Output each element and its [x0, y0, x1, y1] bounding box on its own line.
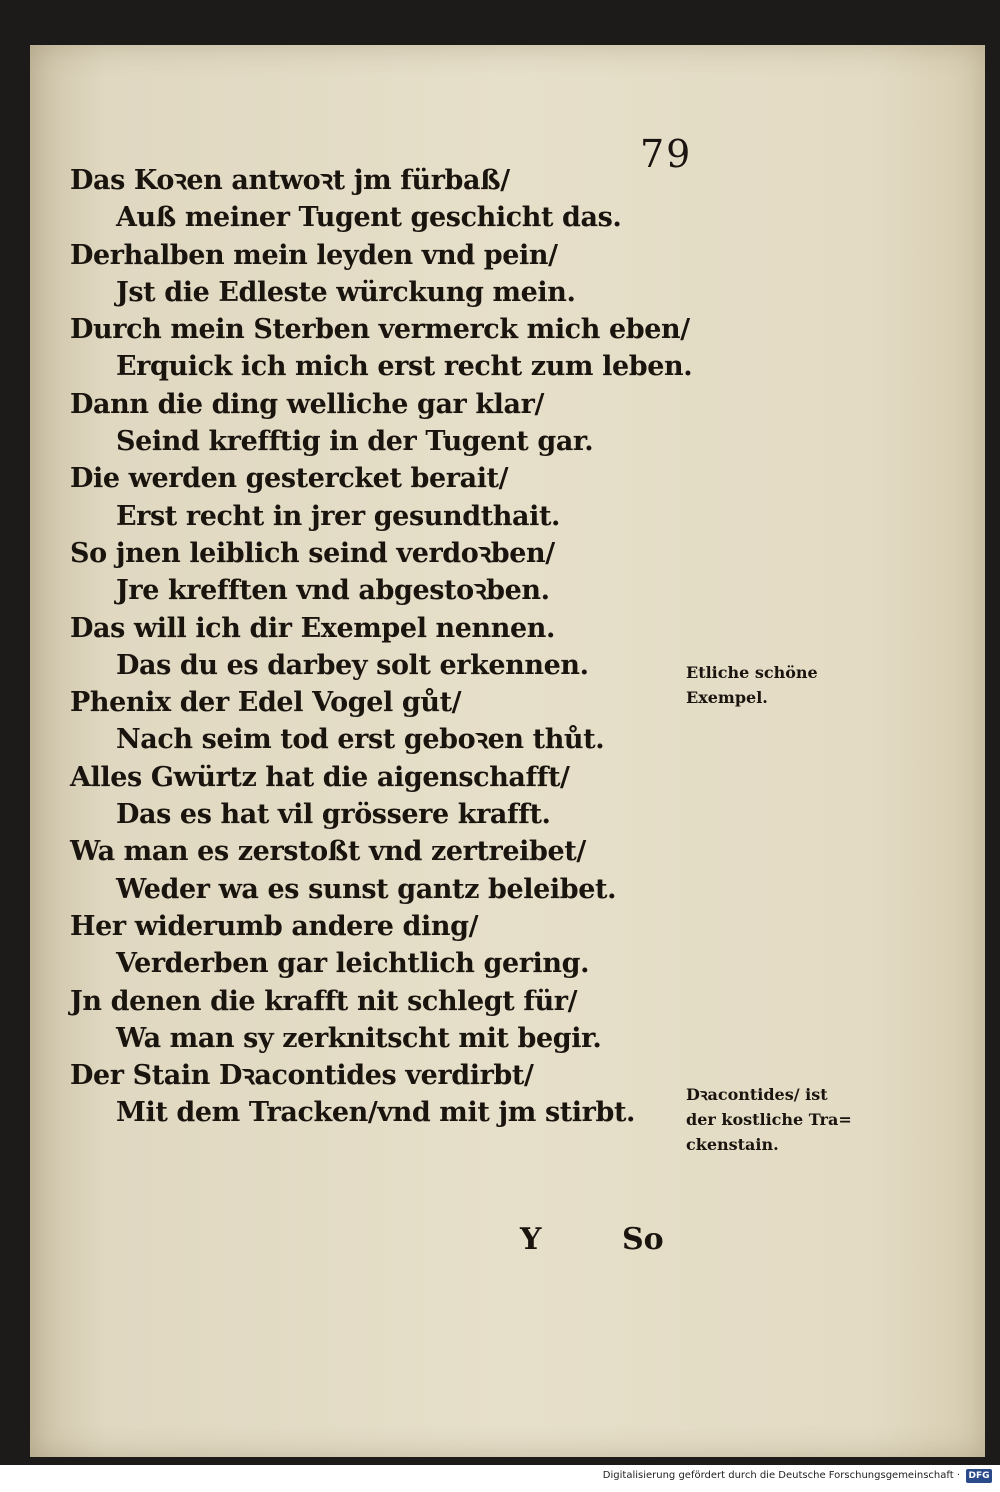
verse-line: Dann die ding welliche gar klar/: [70, 388, 544, 420]
marginal-note-examples: [686, 660, 818, 710]
verse-line: Erst recht in jrer gesundthait.: [116, 500, 561, 532]
verse-line: Das will ich dir Exempel nennen.: [70, 612, 556, 644]
verse-line: So jnen leiblich seind verdoꝛben/: [70, 537, 555, 569]
verse-line: Alles Gwürtz hat die aigenschafft/: [70, 761, 570, 793]
marginal-note-line: Exempel.: [686, 688, 768, 707]
page-number: 79: [640, 132, 693, 176]
marginal-note-line: ckenstain.: [686, 1135, 779, 1154]
verse-line: Nach seim tod erst geboꝛen thůt.: [116, 724, 605, 756]
verse-line: Seind krefftig in der Tugent gar.: [116, 426, 594, 458]
verse-line: Das du es darbey solt erkennen.: [116, 649, 589, 681]
dfg-logo-icon: DFG: [966, 1469, 992, 1483]
verse-line: Wa man sy zerknitscht mit begir.: [116, 1022, 602, 1054]
verse-line: Jn denen die krafft nit schlegt für/: [70, 985, 578, 1017]
verse-line: Jst die Edleste würckung mein.: [116, 276, 576, 308]
catchword: So: [622, 1222, 664, 1257]
verse-line: Erquick ich mich erst recht zum leben.: [116, 351, 693, 383]
verse-line: Wa man es zerstoßt vnd zertreibet/: [70, 836, 586, 868]
marginal-note-dracontides: [686, 1082, 852, 1157]
verse-line: Jre krefften vnd abgestoꝛben.: [116, 575, 550, 607]
marginal-note-line: Etliche schöne: [686, 663, 818, 682]
marginal-note-line: Dꝛacontides/ ist: [686, 1085, 828, 1104]
verse-line: Her widerumb andere ding/: [70, 910, 479, 942]
funding-credit: Digitalisierung gefördert durch die Deutsche Forschungsgemeinschaft ·: [602, 1470, 960, 1481]
verse-line: Das Koꝛen antwoꝛt jm fürbaß/: [70, 165, 510, 196]
verse-line: Das es hat vil grössere krafft.: [116, 799, 551, 831]
verse-line: Weder wa es sunst gantz beleibet.: [116, 873, 617, 905]
verse-line: Durch mein Sterben vermerck mich eben/: [70, 314, 690, 346]
verse-line: Verderben gar leichtlich gering.: [116, 948, 590, 980]
verse-line: Der Stain Dꝛacontides verdirbt/: [70, 1060, 534, 1092]
verse-line: Die werden gestercket berait/: [70, 463, 509, 495]
footer-bar: [0, 1465, 1000, 1492]
signature-mark: Y: [520, 1222, 542, 1257]
verse-line: Auß meiner Tugent geschicht das.: [116, 202, 622, 234]
verse-line: Mit dem Tracken/vnd mit jm stirbt.: [116, 1097, 636, 1129]
verse-block: [70, 162, 693, 1132]
verse-line: Derhalben mein leyden vnd pein/: [70, 239, 558, 271]
verse-line: Phenix der Edel Vogel gůt/: [70, 687, 462, 719]
marginal-note-line: der kostliche Tra=: [686, 1110, 852, 1129]
